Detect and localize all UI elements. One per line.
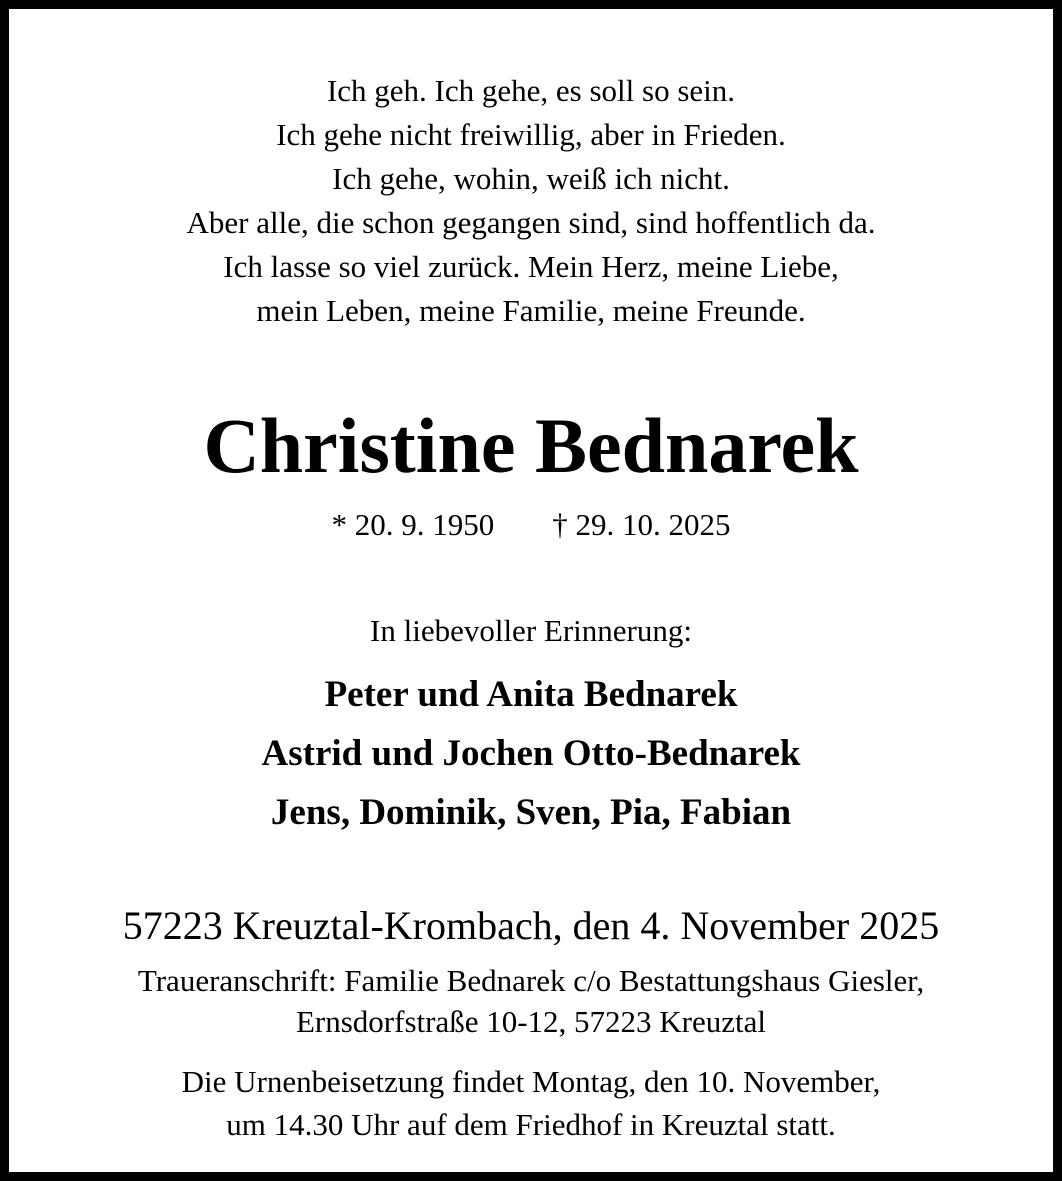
mourner-line: Jens, Dominik, Sven, Pia, Fabian	[270, 792, 792, 833]
poem-line: Ich lasse so viel zurück. Mein Herz, meine Liebe,	[223, 249, 839, 284]
poem-line: Ich geh. Ich gehe, es soll so sein.	[326, 73, 736, 108]
life-dates	[9, 505, 1053, 545]
burial-line: um 14.30 Uhr auf dem Friedhof in Kreuztal statt.	[226, 1107, 836, 1142]
burial-line: Die Urnenbeisetzung findet Montag, den 10. November,	[181, 1064, 881, 1099]
address-line: Ernsdorfstraße 10-12, 57223 Kreuztal	[295, 1004, 767, 1039]
place-and-date: 57223 Kreuztal-Krombach, den 4. November 2025	[122, 903, 940, 948]
mourning-address	[9, 960, 1053, 1042]
deceased-name: Christine Bednarek	[203, 402, 859, 489]
poem-line: Aber alle, die schon gegangen sind, sind hoffentlich da.	[186, 205, 876, 240]
death-date: † 29. 10. 2025	[552, 507, 731, 542]
memory-heading: In liebevoller Erinnerung:	[370, 613, 692, 648]
mourners-list	[9, 665, 1053, 842]
burial-info	[9, 1060, 1053, 1146]
mourner-line: Peter und Anita Bednarek	[324, 674, 738, 715]
poem	[9, 69, 1053, 333]
mourner-line: Astrid und Jochen Otto-Bednarek	[261, 733, 801, 774]
poem-line: mein Leben, meine Familie, meine Freunde.	[256, 293, 806, 328]
poem-line: Ich gehe nicht freiwillig, aber in Frieden.	[276, 117, 786, 152]
address-line: Traueranschrift: Familie Bednarek c/o Bestattungshaus Giesler,	[137, 963, 925, 998]
birth-date: * 20. 9. 1950	[331, 507, 495, 542]
poem-line: Ich gehe, wohin, weiß ich nicht.	[332, 161, 730, 196]
